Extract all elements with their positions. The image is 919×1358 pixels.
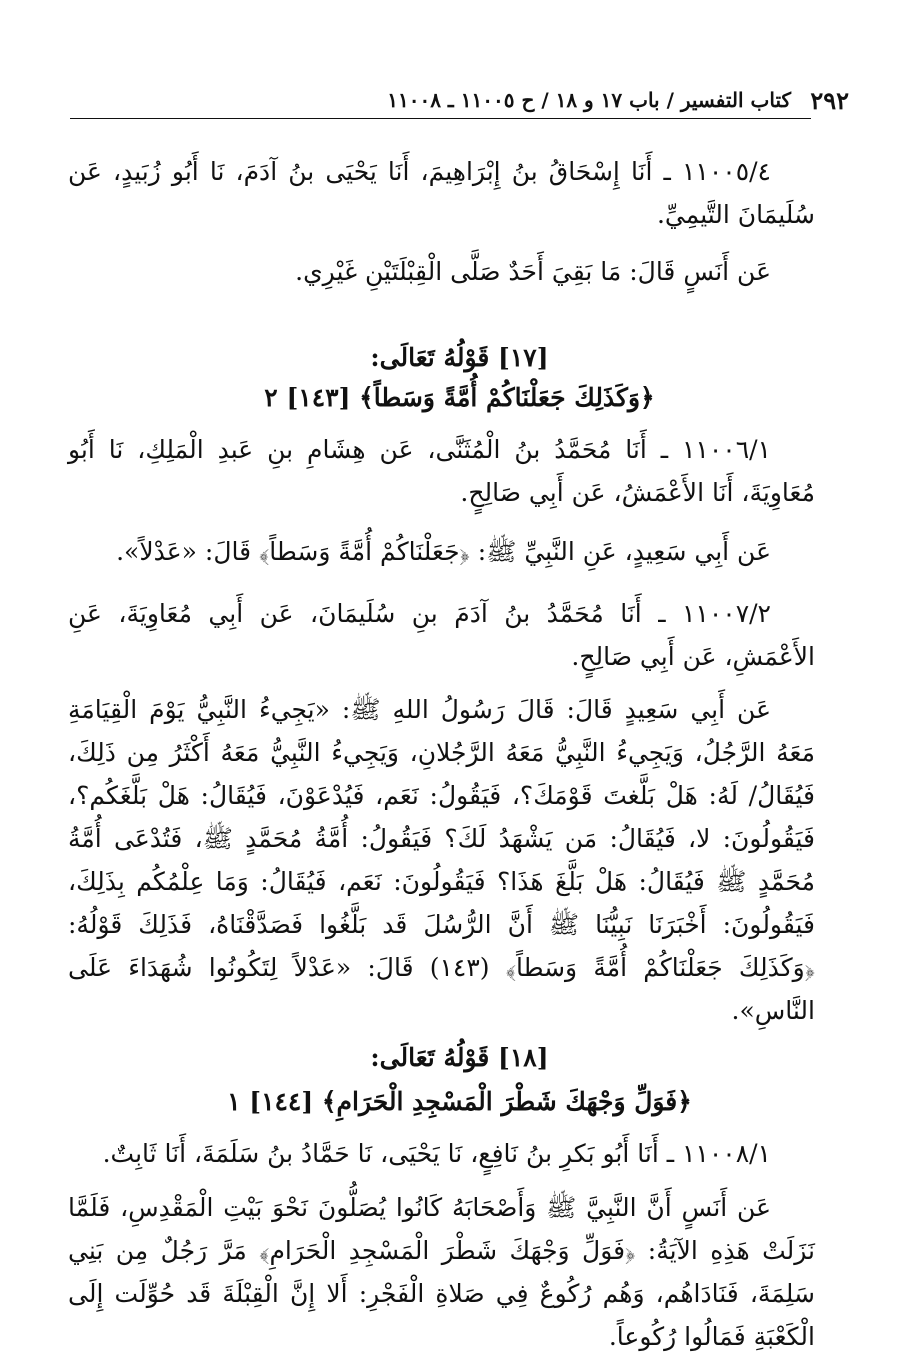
hadith-11006-isnad: ١١٠٠٦/١ ـ أَنَا مُحَمَّدُ بنُ الْمُثَنَّى، عَن هِشَامِ بنِ عَبدِ الْمَلِكِ، نَا أَبُو مُعَاوِيَةَ، أَنَا الأَعْمَشُ، عَن أَبِي صَالِحٍ. bbox=[68, 435, 815, 507]
page-number: ٢٩٢ bbox=[810, 86, 849, 115]
running-title: كتاب التفسير / باب ١٧ و ١٨ / ح ١١٠٠٥ ـ ١١٠٠٨ bbox=[387, 88, 791, 112]
hadith-11005-matn: عَن أَنَسٍ قَالَ: مَا بَقِيَ أَحَدٌ صَلَّى الْقِبْلَتَيْنِ غَيْرِي. bbox=[295, 257, 771, 286]
hadith-11005-isnad: ١١٠٠٥/٤ ـ أَنَا إِسْحَاقُ بنُ إِبْرَاهِيمَ، أَنَا يَحْيَى بنُ آدَمَ، نَا أَبُو زُبَيدٍ، عَن سُلَيمَانَ التَّيمِيِّ. bbox=[68, 157, 815, 229]
hadith-11008-isnad: ١١٠٠٨/١ ـ أَنَا أَبُو بَكرِ بنُ نَافِعٍ، نَا يَحْيَى، نَا حَمَّادُ بنُ سَلَمَةَ، أَنَا ثَابِتٌ. bbox=[102, 1139, 771, 1168]
hadith-11006-matn: عَن أَبِي سَعِيدٍ، عَنِ النَّبِيِّ ﷺ: ﴿جَعَلْنَاكُمْ أُمَّةً وَسَطاً﴾ قَالَ: «عَدْلاً». bbox=[116, 537, 771, 566]
chapter-18-title: [١٨] قَوْلُهُ تَعَالَى: bbox=[370, 1043, 549, 1072]
hadith-11008-matn: عَن أَنَسٍ أَنَّ النَّبِيَّ ﷺ وَأَصْحَابَهُ كَانُوا يُصَلُّونَ نَحْوَ بَيْتِ الْمَقْدِسِ، فَلَمَّا نَزَلَتْ هَذِهِ الآيَةُ: ﴿فَوَلِّ وَجْهَكَ شَطْرَ الْمَسْجِدِ الْحَرَامِ﴾ مَرَّ رَجُلٌ مِن بَنِي سَلِمَةَ، فَنَادَاهُم، وَهُم رُكُوعٌ فِي صَلاةِ الْفَجْرِ: أَلا إِنَّ الْقِبْلَةَ قَد حُوِّلَت إِلَى الْكَعْبَةِ فَمَالُوا رُكُوعاً. bbox=[68, 1193, 815, 1351]
chapter-17-title: [١٧] قَوْلُهُ تَعَالَى: bbox=[370, 343, 549, 372]
chapter-18-verse: ﴿فَوَلِّ وَجْهَكَ شَطْرَ الْمَسْجِدِ الْحَرَامِ﴾ [١٤٤] ١ bbox=[227, 1087, 692, 1116]
chapter-17-verse: ﴿وَكَذَلِكَ جَعَلْنَاكُمْ أُمَّةً وَسَطاً﴾ [١٤٣] ٢ bbox=[264, 383, 655, 412]
hadith-11007-matn: عَن أَبِي سَعِيدٍ قَالَ: قَالَ رَسُولُ اللهِ ﷺ: «يَجِيءُ النَّبِيُّ يَوْمَ الْقِيَامَةِ مَعَهُ الرَّجُلُ، وَيَجِيءُ النَّبِيُّ مَعَهُ الرَّجُلانِ، وَيَجِيءُ النَّبِيُّ مَعَهُ أَكْثَرُ مِن ذَلِكَ، فَيُقَالُ/ لَهُ: هَلْ بَلَّغتَ قَوْمَكَ؟، فَيَقُولُ: نَعَم، فَيُدْعَوْنَ، فَيُقَالُ: هَلْ بَلَّغَكُم؟، فَيَقُولُونَ: لا، فَيُقَالُ: مَن يَشْهَدُ لَكَ؟ فَيَقُولُ: أُمَّةُ مُحَمَّدٍ ﷺ، فَتُدْعَى أُمَّةُ مُحَمَّدٍ ﷺ فَيُقَالُ: هَلْ بَلَّغَ هَذَا؟ فَيَقُولُونَ: نَعَم، فَيُقَالُ: وَمَا عِلْمُكُم بِذَلِكَ، فَيَقُولُونَ: أَخْبَرَنَا نَبِيُّنَا ﷺ أَنَّ الرُّسُلَ قَد بَلَّغُوا فَصَدَّقْنَاهُ، فَذَلِكَ قَوْلُهُ: ﴿وَكَذَلِكَ جَعَلْنَاكُمْ أُمَّةً وَسَطاً﴾ (١٤٣) قَالَ: «عَدْلاً لِتَكُونُوا شُهَدَاءَ عَلَى النَّاسِ». bbox=[68, 695, 815, 1025]
hadith-11007-isnad: ١١٠٠٧/٢ ـ أَنَا مُحَمَّدُ بنُ آدَمَ بنِ سُلَيمَانَ، عَن أَبِي مُعَاوِيَةَ، عَنِ الأَعْمَشِ، عَن أَبِي صَالِحٍ. bbox=[68, 599, 815, 671]
running-header bbox=[70, 82, 849, 119]
